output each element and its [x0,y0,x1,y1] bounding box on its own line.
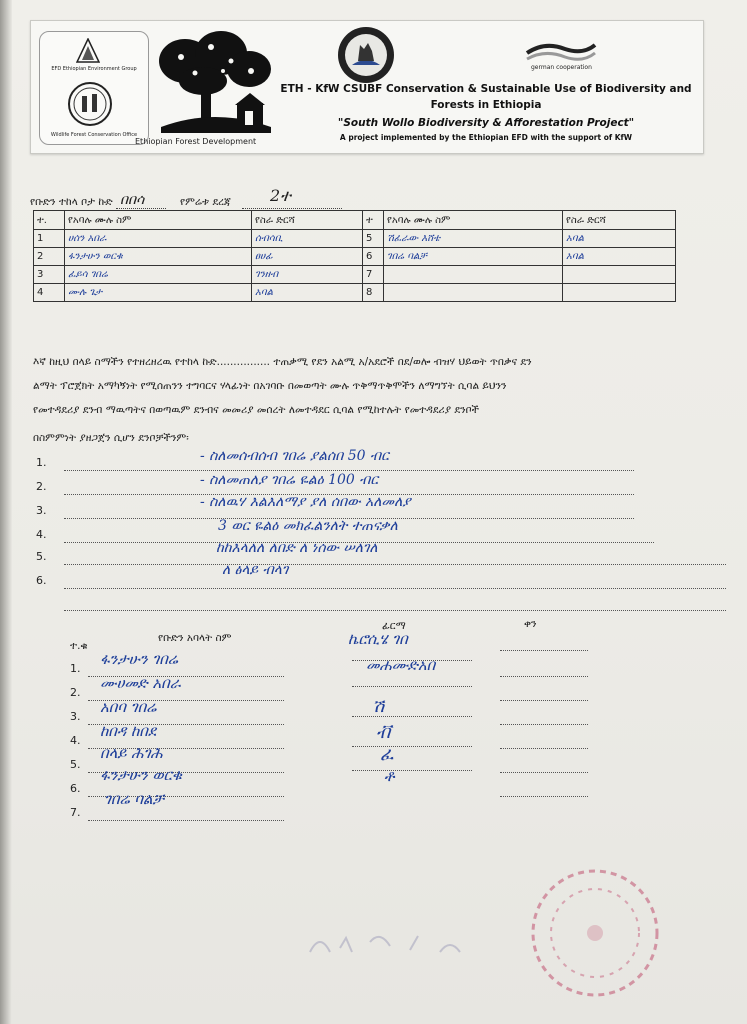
sign-row-number: 7. [70,806,81,819]
col-role: የስራ ድርሻ [252,211,363,230]
member-name: ሙሉ ጌታ [65,284,252,302]
date-line [500,796,588,797]
signature-line [352,746,472,747]
rule-number: 5. [36,550,47,563]
name-line [88,820,284,821]
rule-text: 3 ወር ዬልዕ መክፈልንለት ተጠናቃለ [218,518,398,534]
project-title-line-2: Forests in Ethiopia [430,99,542,111]
project-seal-icon [336,25,396,85]
rule-text: ከከእላለለ ለበድ ለ ነሰው ሠለገለ [216,540,378,556]
member-role-2 [563,284,676,302]
rule-number: 4. [36,528,47,541]
efd-logo-caption: EFD Ethiopian Environment Group [51,66,137,72]
rule-line [64,610,726,611]
col-role-2: የስራ ድርሻ [563,211,676,230]
project-title-line-3: "South Wollo Biodiversity & Afforestation Project" [337,117,635,129]
project-title-line-4: A project implemented by the Ethiopian EFD with the support of KfW [339,133,633,142]
member-role: ገንዘብ [252,266,363,284]
row-no: 1 [34,230,65,248]
efd-emblem-icon [76,38,100,64]
faded-ink-marks-icon [300,912,500,972]
signature: ኬሮሲሄ ገበ [348,630,408,648]
rule-number: 6. [36,574,47,587]
sign-row-number: 3. [70,710,81,723]
member-name: ፈይሳ ገበሬ [65,266,252,284]
sign-col-signature: ፊርማ [382,620,406,632]
german-cooperation-caption: german cooperation [531,64,592,71]
sign-row-number: 6. [70,782,81,795]
date-line [500,724,588,725]
project-title-line-1: ETH - KfW CSUBF Conservation & Sustainable Use of Biodiversity and [280,83,692,95]
signature-line [352,770,472,771]
letterhead [30,20,704,154]
table-row [34,248,676,266]
office-stamp-icon [520,858,670,1008]
row-no: 4 [34,284,65,302]
sign-col-date: ቀን [524,618,537,630]
row-no-2: 6 [363,248,384,266]
member-role-2: አባል [563,248,676,266]
intro-line-2: ልማት ፕሮጀክት አማካኝነት የሚሰጠንን ተግባርና ሃላፊነት በአገባቡ በመወጣት ሙሉ ጥቅማጥቅሞችን ለማግኘት ሲባል ይህንን [33,380,507,392]
sign-row-number: 2. [70,686,81,699]
member-role-2: አባል [563,230,676,248]
member-role: ሰብሳቢ [252,230,363,248]
member-name-2: ገበሬ ባልቻ [384,248,563,266]
sign-col-no: ተ.ቁ [70,640,88,652]
intro-line-1: እኛ ከዚህ በላይ ስማችን የተዘረዘረዉ የተከላ ኩድ................ ተጠቃሚ የደን አልሚ አ/አደሮች በደ/ወሎ ብዝሃ ህይወት ጥበቃና ደን [33,356,532,368]
col-no: ተ. [34,211,65,230]
level-dots [242,208,342,209]
member-name-2 [384,284,563,302]
signer-name: በላይ ሕገሕ [100,744,163,762]
sign-col-name: የቡድን አባላት ስም [158,632,232,644]
row-no: 3 [34,266,65,284]
member-role: አባል [252,284,363,302]
rule-text: - ስለዉሃ እልእለማያ ያለ ሰበው አለመለያ [200,494,411,510]
col-no-2: ተ [363,211,384,230]
member-name-2: ሽፈራው እሸቴ [384,230,563,248]
wildlife-office-emblem-icon [68,82,112,126]
intro-line-3: የመተዳደሪያ ደንብ ማዉጣትና በወጣዉም ደንብና መመሪያ መሰረት ለመተዳደር ሲባል የሚከተሉት የመተዳደሪያ ደንቦች [33,404,480,416]
intro-line-4: በስምምነት ያዘጋጀን ሲሆን ደንቦቻችንም፡ [33,432,189,444]
signer-name: ፋንታሁን ወርቁ [100,766,183,784]
col-name: የአባሉ ሙሉ ስም [65,211,252,230]
date-line [500,748,588,749]
efd-logo-box [39,31,149,145]
signature: ቭ [376,722,391,743]
group-site-label: የቡድን ተከላ ቦታ ኩድ [30,196,113,208]
sign-row-number: 1. [70,662,81,675]
signature: ፈ [380,744,394,765]
forest-development-caption: Ethiopian Forest Development [135,137,257,146]
signature: መሐሙድአበ [366,656,436,674]
group-members-table [33,210,676,302]
member-name-2 [384,266,563,284]
signer-name: ሙሀመድ አበራ [100,674,181,692]
member-name: ሀሰን አበራ [65,230,252,248]
table-row [34,230,676,248]
row-no-2: 8 [363,284,384,302]
german-cooperation-logo-icon [521,35,601,75]
signer-name: ገበሬ ባልቻ [104,790,164,808]
page-edge-shadow [0,0,12,1024]
wildlife-office-caption: Wildlife Forest Conservation Office [50,132,138,138]
member-role: ፀሀፊ [252,248,363,266]
level-value: 2ተ [270,186,291,205]
signature: ሽ [372,696,385,717]
signer-name: ፋንታሁን ገበሬ [100,650,178,668]
date-line [500,650,588,651]
date-line [500,676,588,677]
member-name: ፋንታሁን ወርቁ [65,248,252,266]
rule-line [64,564,726,565]
signer-name: ከበዳ ከበደ [100,722,157,740]
forest-tree-logo-icon [151,27,279,145]
group-site-value: በበሳ [120,192,145,208]
level-label: የምሬቱ ደረጃ [180,196,231,208]
signature-line [352,686,472,687]
signature: ቶ [384,766,395,785]
member-role-2 [563,266,676,284]
date-line [500,700,588,701]
rule-number: 1. [36,456,47,469]
rule-text: - ስለመሰብሰብ ገበሬ ያልሰበ 50 ብር [200,448,389,464]
sign-row-number: 4. [70,734,81,747]
table-row [34,284,676,302]
table-row [34,266,676,284]
rule-line [64,470,634,471]
row-no-2: 5 [363,230,384,248]
sign-row-number: 5. [70,758,81,771]
rule-number: 2. [36,480,47,493]
rule-text: - ስለመጠለያ ገበሬ ዬልዕ 100 ብር [200,472,379,488]
table-header-row [34,211,676,230]
date-line [500,772,588,773]
rule-number: 3. [36,504,47,517]
col-name-2: የአባሉ ሙሉ ስም [384,211,563,230]
rule-text: ለ ፅላይ ብላገ [222,562,289,578]
rule-line [64,588,726,589]
group-site-dots [116,208,166,209]
row-no: 2 [34,248,65,266]
row-no-2: 7 [363,266,384,284]
signer-name: አበባ ገበሬ [100,698,157,716]
signature-line [352,716,472,717]
